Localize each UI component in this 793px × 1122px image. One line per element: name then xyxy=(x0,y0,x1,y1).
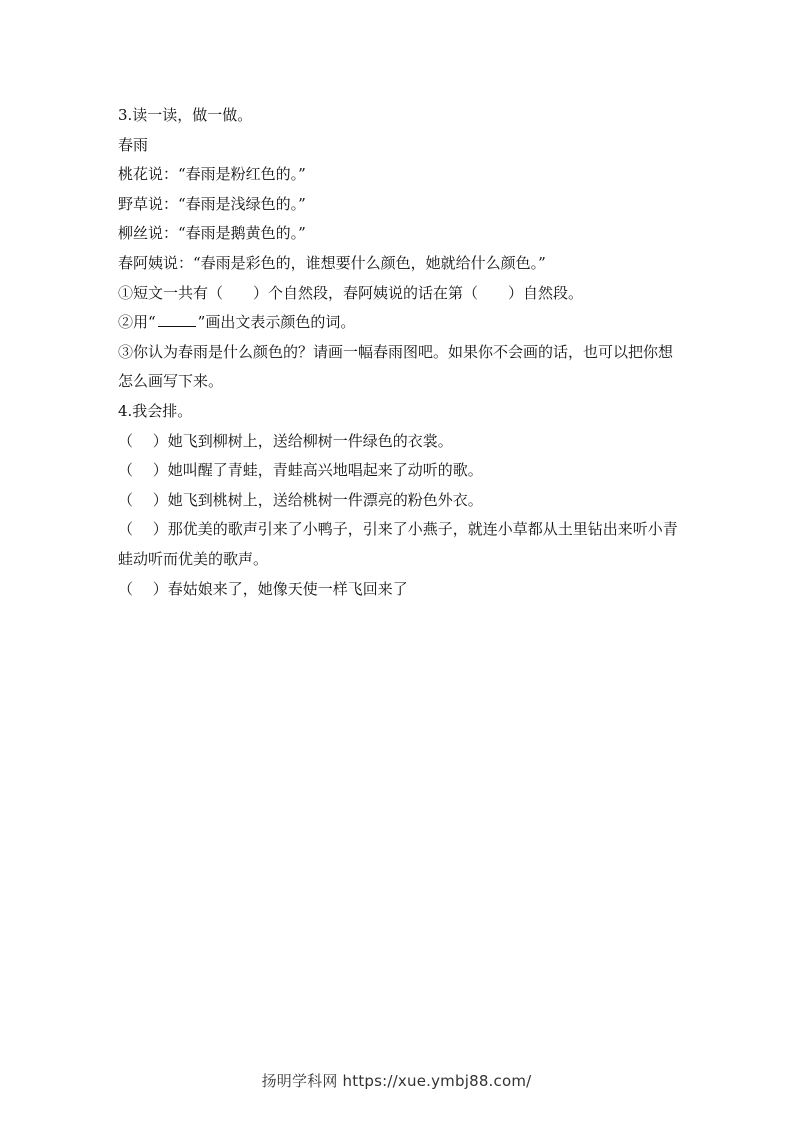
section3-heading: 3.读一读，做一做。 xyxy=(118,106,253,124)
question-2-suffix: ”画出文表示颜色的词。 xyxy=(197,313,356,332)
order-item: （ ）春姑娘来了，她像天使一样飞回来了 xyxy=(118,579,408,598)
question-2-prefix: ②用“ xyxy=(118,313,156,332)
order-item: （ ）那优美的歌声引来了小鸭子，引来了小燕子，就连小草都从土里钻出来听小青蛙动听而优美的歌声。 xyxy=(118,520,678,568)
question-1: ①短文一共有（ ）个自然段，春阿姨说的话在第（ ）自然段。 xyxy=(118,283,584,302)
passage-line: 桃花说：“春雨是粉红色的。” xyxy=(118,165,306,184)
question-2 xyxy=(118,308,678,338)
footer-watermark: 扬明学科网 https://xue.ymbj88.com/ xyxy=(261,1072,532,1090)
question-3: ③你认为春雨是什么颜色的？请画一幅春雨图吧。如果你不会画的话，也可以把你想怎么画写下来。 xyxy=(118,342,674,391)
passage-line: 柳丝说：“春雨是鹅黄色的。” xyxy=(118,224,306,243)
order-item: （ ）她飞到柳树上，送给柳树一件绿色的衣裳。 xyxy=(118,431,453,450)
passage-line: 春阿姨说：“春雨是彩色的，谁想要什么颜色，她就给什么颜色。” xyxy=(118,253,546,272)
section4-heading: 4.我会排。 xyxy=(118,401,193,420)
order-item: （ ）她飞到桃树上，送给桃树一件漂亮的粉色外衣。 xyxy=(118,490,483,509)
passage-line: 野草说：“春雨是浅绿色的。” xyxy=(118,194,306,213)
worksheet-content xyxy=(118,101,678,604)
passage-title: 春雨 xyxy=(118,135,149,154)
underline-blank xyxy=(158,314,196,327)
order-item: （ ）她叫醒了青蛙，青蛙高兴地唱起来了动听的歌。 xyxy=(118,461,483,480)
